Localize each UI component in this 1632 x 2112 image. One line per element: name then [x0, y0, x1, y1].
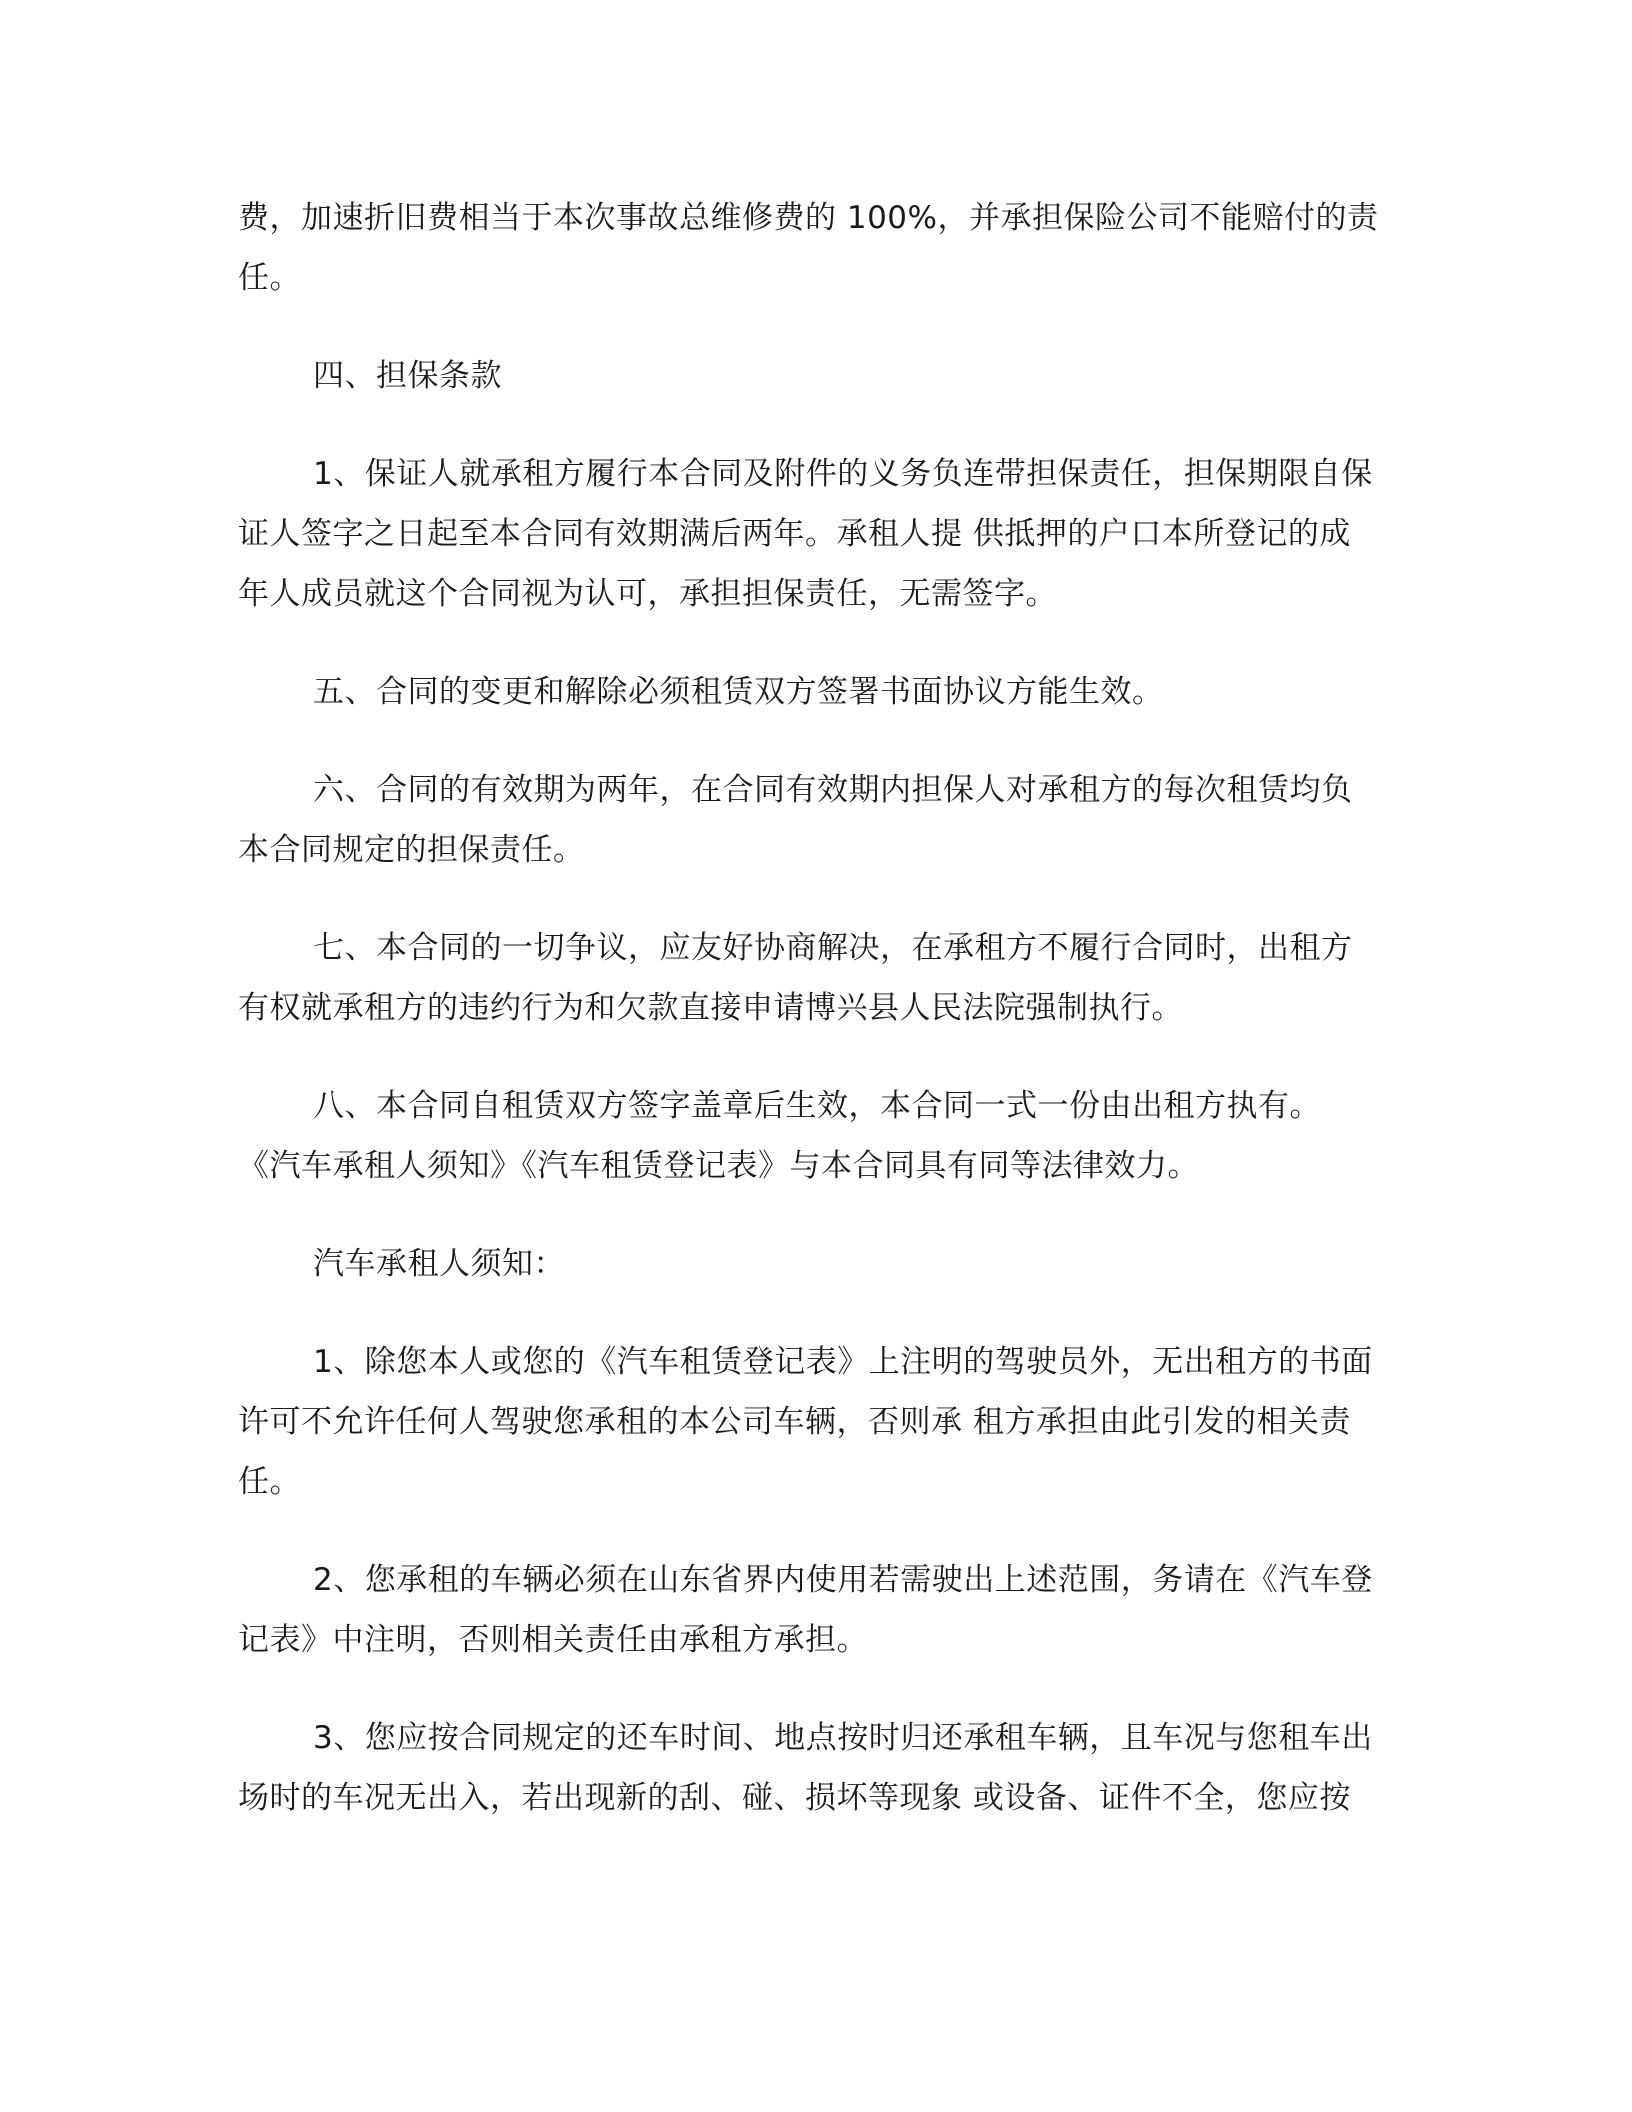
text-line: 本合同规定的担保责任。: [238, 832, 585, 868]
text-line: 五、合同的变更和解除必须租赁双方签署书面协议方能生效。: [313, 674, 1164, 710]
text-line: 六、合同的有效期为两年，在合同有效期内担保人对承租方的每次租赁均负: [313, 772, 1353, 808]
section-heading-renter-notice: [238, 1234, 1388, 1294]
text-line: 2、您承租的车辆必须在山东省界内使用若需驶出上述范围，务请在《汽车登: [313, 1562, 1373, 1598]
paragraph-effectiveness: [238, 1076, 1388, 1196]
text-line: 许可不允许任何人驾驶您承租的本公司车辆，否则承 租方承担由此引发的相关责: [238, 1404, 1351, 1440]
text-line: 任。: [238, 260, 301, 296]
text-line: 证人签字之日起至本合同有效期满后两年。承租人提 供抵押的户口本所登记的成: [238, 516, 1351, 552]
text-line: 3、您应按合同规定的还车时间、地点按时归还承租车辆，且车况与您租车出: [313, 1720, 1373, 1756]
text-line: 八、本合同自租赁双方签字盖章后生效，本合同一式一份由出租方执有。: [313, 1088, 1321, 1124]
paragraph-guarantor-liability: [238, 444, 1388, 624]
text-line: 1、保证人就承租方履行本合同及附件的义务负连带担保责任，担保期限自保: [313, 456, 1373, 492]
paragraph-notice-1: [238, 1332, 1388, 1512]
text-line: 场时的车况无出入，若出现新的刮、碰、损坏等现象 或设备、证件不全，您应按: [238, 1780, 1351, 1816]
text-line: 1、除您本人或您的《汽车租赁登记表》上注明的驾驶员外，无出租方的书面: [313, 1344, 1373, 1380]
paragraph-notice-2: [238, 1550, 1388, 1670]
paragraph-disputes: [238, 918, 1388, 1038]
paragraph-validity-period: [238, 760, 1388, 880]
text-line: 《汽车承租人须知》《汽车租赁登记表》与本合同具有同等法律效力。: [238, 1148, 1199, 1184]
text-line: 记表》中注明，否则相关责任由承租方承担。: [238, 1622, 868, 1658]
text-line: 费，加速折旧费相当于本次事故总维修费的 100%，并承担保险公司不能赔付的责: [238, 200, 1379, 236]
paragraph-continued-fee: [238, 188, 1388, 308]
text-line: 年人成员就这个合同视为认可，承担担保责任，无需签字。: [238, 576, 1057, 612]
paragraph-contract-changes: [238, 662, 1388, 722]
text-line: 任。: [238, 1464, 301, 1500]
section-heading-guarantee: [238, 346, 1388, 406]
text-line: 汽车承租人须知：: [313, 1246, 565, 1282]
paragraph-notice-3: [238, 1708, 1388, 1828]
text-line: 四、担保条款: [313, 358, 502, 394]
text-line: 七、本合同的一切争议，应友好协商解决，在承租方不履行合同时，出租方: [313, 930, 1353, 966]
text-line: 有权就承租方的违约行为和欠款直接申请博兴县人民法院强制执行。: [238, 990, 1183, 1026]
document-page: [238, 188, 1388, 1828]
